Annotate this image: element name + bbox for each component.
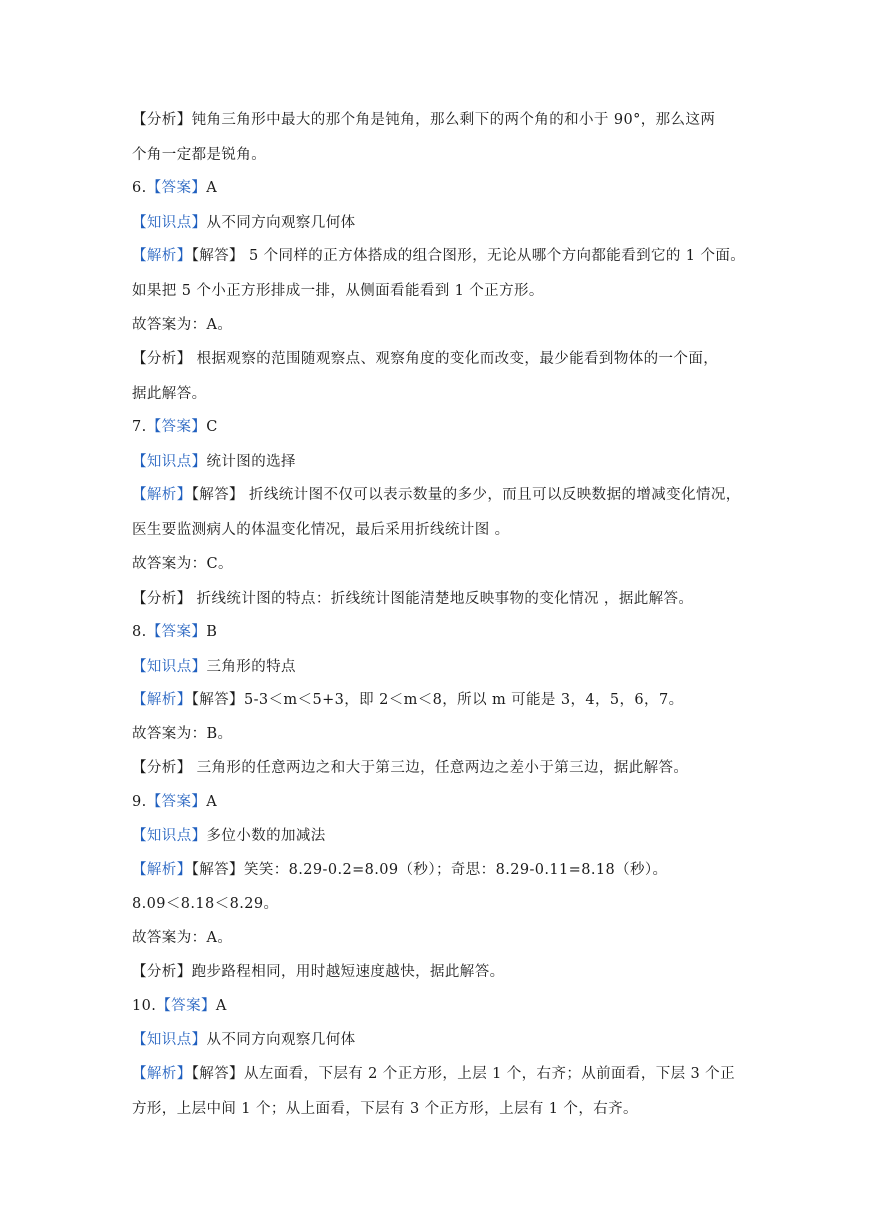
text-line <box>132 349 718 369</box>
section-label: 【分析】 <box>132 112 192 128</box>
text-line <box>132 860 667 880</box>
text-line <box>132 894 278 914</box>
answer-value: A <box>215 998 227 1014</box>
text-line <box>132 178 217 198</box>
line-text: 医生要监测病人的体温变化情况，最后采用折线统计图 。 <box>132 522 510 538</box>
section-label: 【分析】 <box>132 964 192 980</box>
answer-tag: 【答案】 <box>146 419 207 435</box>
section-label: 【解析】 <box>132 487 192 503</box>
line-text: 跑步路程相同，用时越短速度越快，据此解答。 <box>191 964 505 980</box>
section-label: 【解析】 <box>132 248 192 264</box>
line-text: 【解答】5-3＜m＜5+3，即 2＜m＜8，所以 m 可能是 3，4，5，6，7。 <box>191 692 684 708</box>
section-label: 【知识点】 <box>132 454 207 470</box>
text-line <box>132 145 266 165</box>
question-number: 10. <box>132 998 157 1014</box>
text-line <box>132 792 217 812</box>
answer-value: A <box>206 180 218 196</box>
line-text: 统计图的选择 <box>206 454 296 470</box>
question-number: 6. <box>132 180 147 196</box>
line-text: 【解答】 折线统计图不仅可以表示数量的多少，而且可以反映数据的增减变化情况， <box>191 487 741 503</box>
section-label: 【解析】 <box>132 1066 192 1082</box>
section-label: 【知识点】 <box>132 828 207 844</box>
section-label: 【分析】 <box>132 351 192 367</box>
text-line <box>132 485 741 505</box>
line-text: 【解答】笑笑：8.29-0.2=8.09（秒）；奇思：8.29-0.11=8.18（秒）。 <box>191 862 668 878</box>
text-line <box>132 1099 638 1119</box>
text-line <box>132 246 745 266</box>
text-line <box>132 417 218 437</box>
answer-value: A <box>206 794 218 810</box>
line-text: 折线统计图的特点：折线统计图能清楚地反映事物的变化情况 ，据此解答。 <box>191 591 694 607</box>
line-text: 多位小数的加减法 <box>206 828 326 844</box>
line-text: 故答案为：C。 <box>132 556 233 572</box>
answer-value: B <box>206 624 218 640</box>
text-line <box>132 554 233 574</box>
section-label: 【知识点】 <box>132 659 207 675</box>
answer-tag: 【答案】 <box>146 624 207 640</box>
question-number: 7. <box>132 419 147 435</box>
line-text: 故答案为：A。 <box>132 317 233 333</box>
text-line <box>132 657 296 677</box>
line-text: 【解答】从左面看，下层有 2 个正方形，上层 1 个，右齐；从前面看，下层 3 个正 <box>191 1066 735 1082</box>
line-text: 故答案为：B。 <box>132 726 233 742</box>
text-line <box>132 589 693 609</box>
line-text: 个角一定都是锐角。 <box>132 147 267 163</box>
line-text: 根据观察的范围随观察点、观察角度的变化而改变，最少能看到物体的一个面， <box>191 351 719 367</box>
text-line <box>132 724 232 744</box>
text-line <box>132 758 688 778</box>
answer-tag: 【答案】 <box>146 180 207 196</box>
text-line <box>132 962 505 982</box>
text-line <box>132 622 217 642</box>
text-line <box>132 213 356 233</box>
line-text: 【解答】 5 个同样的正方体搭成的组合图形，无论从哪个方向都能看到它的 1 个面。 <box>191 248 746 264</box>
text-line <box>132 315 232 335</box>
text-line <box>132 928 232 948</box>
text-line <box>132 520 510 540</box>
line-text: 三角形的特点 <box>206 659 296 675</box>
section-label: 【分析】 <box>132 591 192 607</box>
text-line <box>132 826 326 846</box>
text-line <box>132 384 207 404</box>
answer-tag: 【答案】 <box>146 794 207 810</box>
text-line <box>132 690 683 710</box>
line-text: 据此解答。 <box>132 386 207 402</box>
section-label: 【分析】 <box>132 760 192 776</box>
line-text: 故答案为：A。 <box>132 930 233 946</box>
question-number: 9. <box>132 794 147 810</box>
text-line <box>132 110 715 130</box>
line-text: 三角形的任意两边之和大于第三边，任意两边之差小于第三边，据此解答。 <box>191 760 689 776</box>
answer-tag: 【答案】 <box>156 998 216 1014</box>
line-text: 8.09＜8.18＜8.29。 <box>132 896 279 912</box>
text-line <box>132 996 227 1016</box>
section-label: 【知识点】 <box>132 215 207 231</box>
text-line <box>132 281 544 301</box>
text-line <box>132 1064 735 1084</box>
line-text: 从不同方向观察几何体 <box>206 1032 356 1048</box>
section-label: 【解析】 <box>132 692 192 708</box>
answer-value: C <box>206 419 218 435</box>
section-label: 【知识点】 <box>132 1032 207 1048</box>
line-text: 钝角三角形中最大的那个角是钝角，那么剩下的两个角的和小于 90°，那么这两 <box>191 112 716 128</box>
text-line <box>132 452 296 472</box>
text-line <box>132 1030 356 1050</box>
line-text: 如果把 5 个小正方形排成一排，从侧面看能看到 1 个正方形。 <box>132 283 544 299</box>
line-text: 从不同方向观察几何体 <box>206 215 356 231</box>
line-text: 方形，上层中间 1 个；从上面看，下层有 3 个正方形，上层有 1 个，右齐。 <box>132 1101 638 1117</box>
question-number: 8. <box>132 624 147 640</box>
section-label: 【解析】 <box>132 862 192 878</box>
